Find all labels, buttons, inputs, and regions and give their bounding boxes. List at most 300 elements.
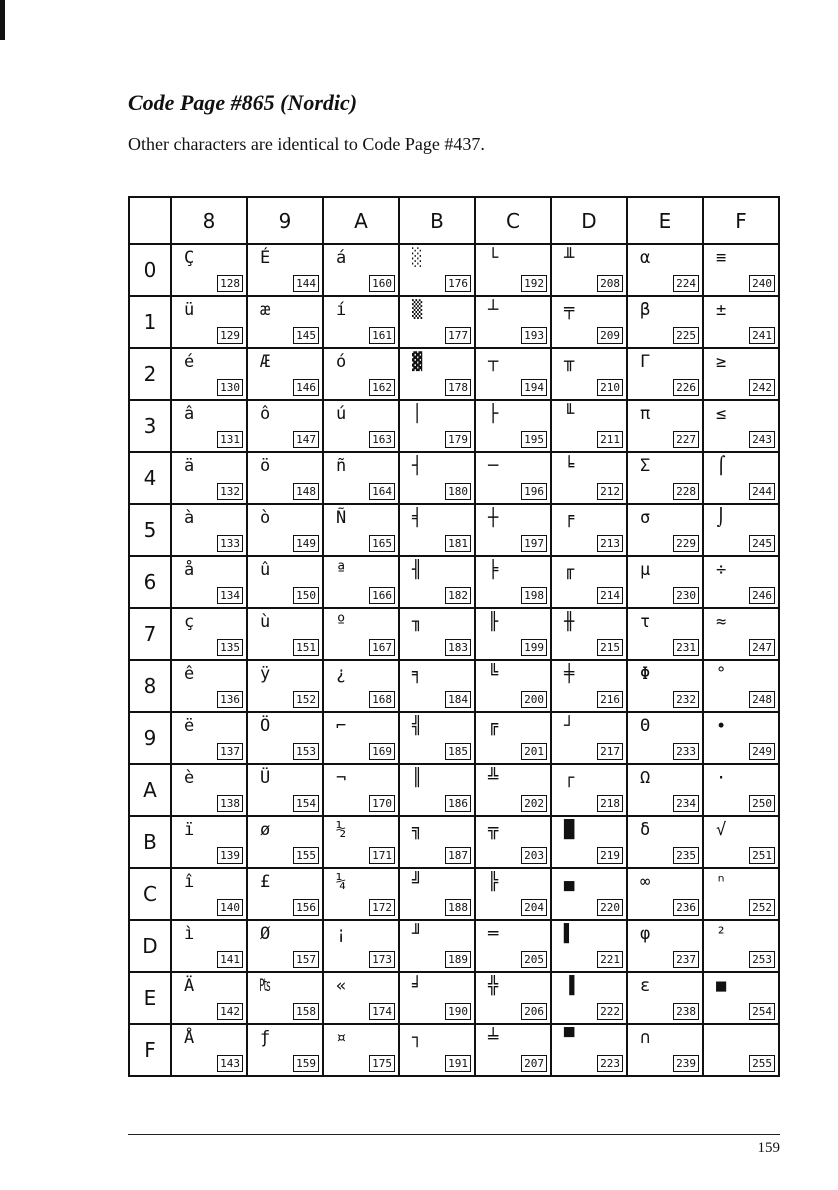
character-glyph: ╖ <box>412 612 423 632</box>
decimal-code-box: 216 <box>597 691 623 708</box>
decimal-code-box: 192 <box>521 275 547 292</box>
code-cell <box>247 1024 323 1076</box>
character-glyph: ô <box>260 404 271 424</box>
code-cell <box>247 764 323 816</box>
decimal-code-box: 141 <box>217 951 243 968</box>
character-glyph: ε <box>640 976 651 996</box>
decimal-code-box: 180 <box>445 483 471 500</box>
decimal-code-box: 220 <box>597 899 623 916</box>
code-cell <box>703 816 779 868</box>
column-header: 8 <box>171 197 247 244</box>
decimal-code-box: 128 <box>217 275 243 292</box>
character-glyph: ╧ <box>488 1028 499 1048</box>
character-glyph: Å <box>184 1028 195 1048</box>
decimal-code-box: 197 <box>521 535 547 552</box>
character-glyph: ÿ <box>260 664 271 684</box>
code-row <box>129 972 779 1024</box>
character-glyph: ╢ <box>412 560 423 580</box>
decimal-code-box: 211 <box>597 431 623 448</box>
character-glyph: ö <box>260 456 271 476</box>
character-glyph: û <box>260 560 271 580</box>
row-header: 0 <box>129 244 171 296</box>
code-cell <box>551 244 627 296</box>
code-cell <box>399 400 475 452</box>
character-glyph: ║ <box>412 768 423 788</box>
character-glyph: α <box>640 248 651 268</box>
decimal-code-box: 144 <box>293 275 319 292</box>
code-cell <box>323 660 399 712</box>
character-glyph: Ω <box>640 768 651 788</box>
row-header: F <box>129 1024 171 1076</box>
margin-mark <box>0 0 5 40</box>
character-glyph: ë <box>184 716 195 736</box>
footer-rule <box>128 1134 780 1135</box>
code-cell <box>475 1024 551 1076</box>
code-cell <box>703 244 779 296</box>
decimal-code-box: 245 <box>749 535 775 552</box>
decimal-code-box: 193 <box>521 327 547 344</box>
decimal-code-box: 152 <box>293 691 319 708</box>
character-glyph: ° <box>716 664 727 684</box>
character-glyph: ¿ <box>336 664 347 684</box>
code-cell <box>475 504 551 556</box>
decimal-code-box: 239 <box>673 1055 699 1072</box>
code-cell <box>551 400 627 452</box>
row-header: 2 <box>129 348 171 400</box>
column-header: F <box>703 197 779 244</box>
character-glyph: ½ <box>336 820 347 840</box>
decimal-code-box: 149 <box>293 535 319 552</box>
code-cell <box>627 608 703 660</box>
column-header-row <box>129 197 779 244</box>
decimal-code-box: 194 <box>521 379 547 396</box>
code-cell <box>551 1024 627 1076</box>
code-cell <box>323 920 399 972</box>
decimal-code-box: 156 <box>293 899 319 916</box>
page-number: 159 <box>757 1140 780 1156</box>
code-cell <box>171 400 247 452</box>
character-glyph: ╫ <box>564 612 575 632</box>
decimal-code-box: 166 <box>369 587 395 604</box>
decimal-code-box: 143 <box>217 1055 243 1072</box>
code-row <box>129 816 779 868</box>
code-cell <box>171 764 247 816</box>
code-cell <box>171 972 247 1024</box>
character-glyph: Γ <box>640 352 651 372</box>
code-cell <box>171 348 247 400</box>
code-table-body <box>129 244 779 1076</box>
decimal-code-box: 170 <box>369 795 395 812</box>
character-glyph: ⁿ <box>716 872 727 892</box>
decimal-code-box: 142 <box>217 1003 243 1020</box>
decimal-code-box: 183 <box>445 639 471 656</box>
character-glyph: Ü <box>260 768 271 788</box>
character-glyph: ¼ <box>336 872 347 892</box>
decimal-code-box: 136 <box>217 691 243 708</box>
code-cell <box>627 244 703 296</box>
code-cell <box>703 400 779 452</box>
character-glyph: Ø <box>260 924 271 944</box>
code-cell <box>399 816 475 868</box>
row-header: 7 <box>129 608 171 660</box>
character-glyph: ■ <box>716 976 727 996</box>
code-cell <box>551 296 627 348</box>
code-cell <box>475 920 551 972</box>
code-row <box>129 660 779 712</box>
character-glyph: £ <box>260 872 271 892</box>
character-glyph: ╥ <box>564 352 575 372</box>
row-header: 1 <box>129 296 171 348</box>
row-header: D <box>129 920 171 972</box>
decimal-code-box: 229 <box>673 535 699 552</box>
decimal-code-box: 133 <box>217 535 243 552</box>
row-header: 3 <box>129 400 171 452</box>
row-header: 9 <box>129 712 171 764</box>
code-cell <box>627 348 703 400</box>
decimal-code-box: 242 <box>749 379 775 396</box>
character-glyph: ÷ <box>716 560 727 580</box>
character-glyph: ╦ <box>488 820 499 840</box>
character-glyph: ▐ <box>564 976 575 996</box>
decimal-code-box: 226 <box>673 379 699 396</box>
decimal-code-box: 253 <box>749 951 775 968</box>
decimal-code-box: 208 <box>597 275 623 292</box>
decimal-code-box: 240 <box>749 275 775 292</box>
character-glyph: ² <box>716 924 727 944</box>
code-cell <box>399 764 475 816</box>
code-cell <box>323 556 399 608</box>
code-cell <box>551 816 627 868</box>
decimal-code-box: 138 <box>217 795 243 812</box>
decimal-code-box: 221 <box>597 951 623 968</box>
character-glyph: ├ <box>488 404 499 424</box>
character-glyph: ¬ <box>336 768 347 788</box>
decimal-code-box: 164 <box>369 483 395 500</box>
character-glyph: â <box>184 404 195 424</box>
character-glyph: ∩ <box>640 1028 651 1048</box>
character-glyph: « <box>336 976 347 996</box>
code-cell <box>475 556 551 608</box>
decimal-code-box: 153 <box>293 743 319 760</box>
decimal-code-box: 213 <box>597 535 623 552</box>
decimal-code-box: 188 <box>445 899 471 916</box>
code-row <box>129 608 779 660</box>
character-glyph: ⌡ <box>716 508 727 528</box>
code-cell <box>399 296 475 348</box>
decimal-code-box: 202 <box>521 795 547 812</box>
code-cell <box>627 920 703 972</box>
decimal-code-box: 176 <box>445 275 471 292</box>
character-glyph: ╣ <box>412 716 423 736</box>
character-glyph: Ö <box>260 716 271 736</box>
decimal-code-box: 189 <box>445 951 471 968</box>
character-glyph: å <box>184 560 195 580</box>
code-cell <box>627 972 703 1024</box>
decimal-code-box: 215 <box>597 639 623 656</box>
character-glyph: ▒ <box>412 300 423 320</box>
character-glyph: æ <box>260 300 271 320</box>
character-glyph: ╓ <box>564 560 575 580</box>
code-cell <box>247 972 323 1024</box>
column-header: B <box>399 197 475 244</box>
code-cell <box>703 1024 779 1076</box>
character-glyph: ═ <box>488 924 499 944</box>
code-page-table <box>128 196 780 1077</box>
code-cell <box>627 452 703 504</box>
decimal-code-box: 210 <box>597 379 623 396</box>
decimal-code-box: 201 <box>521 743 547 760</box>
character-glyph: ƒ <box>260 1028 271 1048</box>
character-glyph: ù <box>260 612 271 632</box>
code-cell <box>703 972 779 1024</box>
character-glyph: ╤ <box>564 300 575 320</box>
code-cell <box>703 764 779 816</box>
character-glyph: └ <box>488 248 499 268</box>
page-title: Code Page #865 (Nordic) <box>128 90 358 115</box>
page-subtitle: Other characters are identical to Code Page #437. <box>128 134 485 154</box>
decimal-code-box: 251 <box>749 847 775 864</box>
character-glyph: ╩ <box>488 768 499 788</box>
character-glyph: ¡ <box>336 924 347 944</box>
decimal-code-box: 247 <box>749 639 775 656</box>
decimal-code-box: 159 <box>293 1055 319 1072</box>
code-cell <box>171 816 247 868</box>
character-glyph: ─ <box>488 456 499 476</box>
character-glyph: ┌ <box>564 768 575 788</box>
decimal-code-box: 171 <box>369 847 395 864</box>
code-cell <box>323 972 399 1024</box>
character-glyph: º <box>336 612 347 632</box>
decimal-code-box: 191 <box>445 1055 471 1072</box>
code-cell <box>551 348 627 400</box>
character-glyph: Σ <box>640 456 651 476</box>
character-glyph: á <box>336 248 347 268</box>
decimal-code-box: 212 <box>597 483 623 500</box>
character-glyph: ≤ <box>716 404 727 424</box>
character-glyph: φ <box>640 924 651 944</box>
character-glyph: ▓ <box>412 352 423 372</box>
decimal-code-box: 230 <box>673 587 699 604</box>
code-cell <box>703 452 779 504</box>
decimal-code-box: 165 <box>369 535 395 552</box>
code-cell <box>475 608 551 660</box>
row-header: 5 <box>129 504 171 556</box>
code-cell <box>475 348 551 400</box>
row-header: 4 <box>129 452 171 504</box>
character-glyph: ╪ <box>564 664 575 684</box>
code-cell <box>703 920 779 972</box>
decimal-code-box: 232 <box>673 691 699 708</box>
character-glyph: Ñ <box>336 508 347 528</box>
code-cell <box>323 608 399 660</box>
code-cell <box>551 556 627 608</box>
character-glyph: µ <box>640 560 651 580</box>
code-cell <box>627 868 703 920</box>
character-glyph: Æ <box>260 352 271 372</box>
character-glyph: í <box>336 300 347 320</box>
decimal-code-box: 155 <box>293 847 319 864</box>
code-cell <box>399 972 475 1024</box>
decimal-code-box: 217 <box>597 743 623 760</box>
character-glyph: β <box>640 300 651 320</box>
code-cell <box>475 868 551 920</box>
decimal-code-box: 227 <box>673 431 699 448</box>
code-row <box>129 244 779 296</box>
code-cell <box>627 764 703 816</box>
decimal-code-box: 231 <box>673 639 699 656</box>
code-cell <box>171 244 247 296</box>
decimal-code-box: 198 <box>521 587 547 604</box>
decimal-code-box: 233 <box>673 743 699 760</box>
character-glyph: ▀ <box>564 1028 575 1048</box>
code-row <box>129 504 779 556</box>
decimal-code-box: 177 <box>445 327 471 344</box>
code-cell <box>247 660 323 712</box>
character-glyph: î <box>184 872 195 892</box>
character-glyph: π <box>640 404 651 424</box>
code-cell <box>627 712 703 764</box>
decimal-code-box: 248 <box>749 691 775 708</box>
code-cell <box>399 868 475 920</box>
character-glyph: ê <box>184 664 195 684</box>
code-cell <box>399 1024 475 1076</box>
code-cell <box>551 764 627 816</box>
column-header: C <box>475 197 551 244</box>
code-cell <box>247 816 323 868</box>
character-glyph: · <box>716 768 727 788</box>
character-glyph: √ <box>716 820 727 840</box>
code-cell <box>399 608 475 660</box>
code-cell <box>703 504 779 556</box>
character-glyph: ⌐ <box>336 716 347 736</box>
character-glyph: ç <box>184 612 195 632</box>
code-cell <box>247 556 323 608</box>
character-glyph: ≡ <box>716 248 727 268</box>
character-glyph: é <box>184 352 195 372</box>
decimal-code-box: 148 <box>293 483 319 500</box>
character-glyph: ╒ <box>564 508 575 528</box>
code-row <box>129 712 779 764</box>
decimal-code-box: 178 <box>445 379 471 396</box>
decimal-code-box: 235 <box>673 847 699 864</box>
decimal-code-box: 158 <box>293 1003 319 1020</box>
code-cell <box>475 244 551 296</box>
code-cell <box>399 348 475 400</box>
character-glyph: ± <box>716 300 727 320</box>
decimal-code-box: 246 <box>749 587 775 604</box>
decimal-code-box: 199 <box>521 639 547 656</box>
character-glyph: ╙ <box>564 404 575 424</box>
decimal-code-box: 145 <box>293 327 319 344</box>
code-cell <box>703 556 779 608</box>
character-glyph: ╟ <box>488 612 499 632</box>
code-cell <box>627 1024 703 1076</box>
code-cell <box>475 660 551 712</box>
code-cell <box>551 608 627 660</box>
code-cell <box>171 556 247 608</box>
character-glyph: Θ <box>640 716 651 736</box>
row-header: E <box>129 972 171 1024</box>
decimal-code-box: 140 <box>217 899 243 916</box>
row-header: 6 <box>129 556 171 608</box>
code-cell <box>323 816 399 868</box>
column-header: 9 <box>247 197 323 244</box>
decimal-code-box: 139 <box>217 847 243 864</box>
code-cell <box>627 816 703 868</box>
character-glyph: ò <box>260 508 271 528</box>
code-cell <box>475 452 551 504</box>
code-cell <box>171 1024 247 1076</box>
decimal-code-box: 161 <box>369 327 395 344</box>
decimal-code-box: 186 <box>445 795 471 812</box>
decimal-code-box: 206 <box>521 1003 547 1020</box>
code-cell <box>247 608 323 660</box>
code-cell <box>399 556 475 608</box>
character-glyph: ┐ <box>412 1028 423 1048</box>
code-cell <box>171 296 247 348</box>
decimal-code-box: 187 <box>445 847 471 864</box>
code-cell <box>247 504 323 556</box>
code-cell <box>475 712 551 764</box>
decimal-code-box: 134 <box>217 587 243 604</box>
decimal-code-box: 225 <box>673 327 699 344</box>
character-glyph: ╕ <box>412 664 423 684</box>
character-glyph: ╞ <box>488 560 499 580</box>
character-glyph: Φ <box>640 664 651 684</box>
code-cell <box>247 244 323 296</box>
code-cell <box>551 868 627 920</box>
code-cell <box>399 452 475 504</box>
row-header: C <box>129 868 171 920</box>
character-glyph: ₧ <box>260 976 271 996</box>
code-cell <box>247 712 323 764</box>
column-header: D <box>551 197 627 244</box>
character-glyph: ╔ <box>488 716 499 736</box>
decimal-code-box: 224 <box>673 275 699 292</box>
decimal-code-box: 204 <box>521 899 547 916</box>
code-cell <box>247 400 323 452</box>
decimal-code-box: 214 <box>597 587 623 604</box>
character-glyph: ñ <box>336 456 347 476</box>
decimal-code-box: 169 <box>369 743 395 760</box>
decimal-code-box: 179 <box>445 431 471 448</box>
decimal-code-box: 160 <box>369 275 395 292</box>
character-glyph: ⌠ <box>716 456 727 476</box>
decimal-code-box: 181 <box>445 535 471 552</box>
decimal-code-box: 147 <box>293 431 319 448</box>
decimal-code-box: 207 <box>521 1055 547 1072</box>
character-glyph: ░ <box>412 248 423 268</box>
row-header: 8 <box>129 660 171 712</box>
row-header: B <box>129 816 171 868</box>
code-cell <box>247 868 323 920</box>
decimal-code-box: 205 <box>521 951 547 968</box>
decimal-code-box: 157 <box>293 951 319 968</box>
code-cell <box>703 296 779 348</box>
decimal-code-box: 223 <box>597 1055 623 1072</box>
decimal-code-box: 182 <box>445 587 471 604</box>
decimal-code-box: 172 <box>369 899 395 916</box>
code-cell <box>171 504 247 556</box>
code-cell <box>247 348 323 400</box>
character-glyph: ┼ <box>488 508 499 528</box>
code-cell <box>551 712 627 764</box>
row-header: A <box>129 764 171 816</box>
code-cell <box>171 608 247 660</box>
code-cell <box>399 920 475 972</box>
decimal-code-box: 200 <box>521 691 547 708</box>
decimal-code-box: 228 <box>673 483 699 500</box>
